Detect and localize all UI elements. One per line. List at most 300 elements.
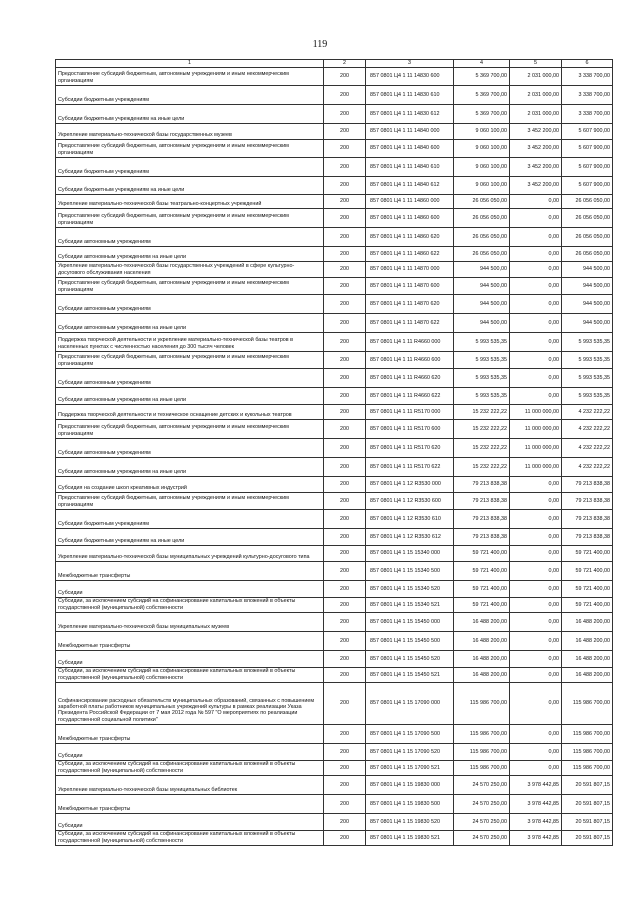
row-code: 200 <box>324 546 366 562</box>
row-amount-col5: 3 978 442,85 <box>510 776 562 795</box>
row-name: Субсидии автономным учреждениям на иные цели <box>56 247 324 262</box>
row-amount-total: 26 056 050,00 <box>454 195 510 209</box>
row-amount-col6: 16 488 200,00 <box>562 651 613 668</box>
table-row <box>56 668 613 683</box>
header-col-6: 6 <box>562 60 613 68</box>
table-row <box>56 228 613 247</box>
row-code: 200 <box>324 209 366 228</box>
row-kbk: 857 0801 Ц4 1 11 R4660 620 <box>366 369 454 388</box>
row-name: Межбюджетные трансферты <box>56 725 324 744</box>
row-code: 200 <box>324 420 366 439</box>
row-kbk: 857 0801 Ц4 1 11 14840 612 <box>366 177 454 195</box>
row-name: Предоставление субсидий бюджетным, автономным учреждениям и иным некоммерческим организациям <box>56 352 324 369</box>
table-row <box>56 140 613 158</box>
row-kbk: 857 0801 Ц4 1 11 14860 622 <box>366 247 454 262</box>
row-code: 200 <box>324 86 366 105</box>
row-amount-total: 16 488 200,00 <box>454 613 510 632</box>
row-amount-total: 79 213 838,38 <box>454 477 510 493</box>
row-code: 200 <box>324 510 366 529</box>
row-amount-col6: 5 993 535,35 <box>562 369 613 388</box>
row-amount-total: 15 232 222,22 <box>454 405 510 420</box>
row-code: 200 <box>324 831 366 846</box>
row-amount-col6: 3 338 700,00 <box>562 105 613 124</box>
row-code: 200 <box>324 105 366 124</box>
table-row <box>56 314 613 333</box>
row-amount-col6: 26 056 050,00 <box>562 228 613 247</box>
row-kbk: 857 0801 Ц4 1 11 R5170 600 <box>366 420 454 439</box>
row-name: Субсидии, за исключением субсидий на софинансирование капитальных вложений в объекты государственной (муниципальной) собственности <box>56 831 324 846</box>
row-name: Укрепление материально-технической базы муниципальных учреждений культурно-досугового типа <box>56 546 324 562</box>
row-name: Предоставление субсидий бюджетным, автономным учреждениям и иным некоммерческим организациям <box>56 278 324 295</box>
row-code: 200 <box>324 388 366 405</box>
row-amount-col5: 3 452 200,00 <box>510 124 562 140</box>
table-row <box>56 581 613 598</box>
row-kbk: 857 0801 Ц4 1 15 15340 500 <box>366 562 454 581</box>
row-kbk: 857 0801 Ц4 1 15 15340 521 <box>366 598 454 613</box>
row-amount-col6: 944 500,00 <box>562 278 613 295</box>
row-amount-col6: 79 213 838,38 <box>562 493 613 510</box>
row-kbk: 857 0801 Ц4 1 11 R4660 622 <box>366 388 454 405</box>
row-amount-col6: 16 488 200,00 <box>562 613 613 632</box>
row-code: 200 <box>324 683 366 725</box>
table-row <box>56 105 613 124</box>
row-code: 200 <box>324 458 366 477</box>
row-amount-col6: 59 721 400,00 <box>562 598 613 613</box>
table-row <box>56 124 613 140</box>
row-amount-total: 115 986 700,00 <box>454 744 510 761</box>
row-kbk: 857 0801 Ц4 1 11 14860 620 <box>366 228 454 247</box>
row-amount-total: 944 500,00 <box>454 278 510 295</box>
row-amount-col5: 0,00 <box>510 278 562 295</box>
row-name: Субсидии автономным учреждениям <box>56 228 324 247</box>
row-amount-col5: 2 031 000,00 <box>510 86 562 105</box>
table-row <box>56 761 613 776</box>
row-name: Предоставление субсидий бюджетным, автономным учреждениям и иным некоммерческим организациям <box>56 420 324 439</box>
table-row <box>56 546 613 562</box>
table-row <box>56 420 613 439</box>
table-row <box>56 651 613 668</box>
row-amount-col6: 26 056 050,00 <box>562 195 613 209</box>
row-code: 200 <box>324 295 366 314</box>
table-row <box>56 744 613 761</box>
row-code: 200 <box>324 278 366 295</box>
row-amount-col5: 0,00 <box>510 725 562 744</box>
row-amount-col6: 20 591 807,15 <box>562 814 613 831</box>
table-row <box>56 562 613 581</box>
row-amount-col5: 0,00 <box>510 668 562 683</box>
row-amount-col5: 11 000 000,00 <box>510 405 562 420</box>
row-kbk: 857 0801 Ц4 1 15 15450 500 <box>366 632 454 651</box>
table-row <box>56 477 613 493</box>
row-name: Субсидии, за исключением субсидий на софинансирование капитальных вложений в объекты государственной (муниципальной) собственности <box>56 668 324 683</box>
row-code: 200 <box>324 651 366 668</box>
table-row <box>56 510 613 529</box>
row-code: 200 <box>324 795 366 814</box>
row-name: Межбюджетные трансферты <box>56 562 324 581</box>
table-row <box>56 369 613 388</box>
row-amount-total: 79 213 838,38 <box>454 493 510 510</box>
row-amount-col5: 0,00 <box>510 388 562 405</box>
table-row <box>56 439 613 458</box>
row-amount-col5: 0,00 <box>510 613 562 632</box>
table-row <box>56 295 613 314</box>
row-amount-col5: 0,00 <box>510 510 562 529</box>
row-code: 200 <box>324 598 366 613</box>
row-name: Субсидии бюджетным учреждениям <box>56 510 324 529</box>
row-amount-total: 24 570 250,00 <box>454 831 510 846</box>
row-amount-total: 5 369 700,00 <box>454 86 510 105</box>
row-amount-col5: 3 978 442,85 <box>510 795 562 814</box>
table-row <box>56 632 613 651</box>
table-row <box>56 683 613 725</box>
row-amount-col6: 4 232 222,22 <box>562 420 613 439</box>
row-code: 200 <box>324 613 366 632</box>
row-amount-col5: 0,00 <box>510 352 562 369</box>
row-amount-col6: 59 721 400,00 <box>562 581 613 598</box>
row-code: 200 <box>324 776 366 795</box>
table-row <box>56 247 613 262</box>
row-amount-col5: 0,00 <box>510 295 562 314</box>
header-row <box>56 60 613 68</box>
row-kbk: 857 0801 Ц4 1 15 17090 520 <box>366 744 454 761</box>
row-kbk: 857 0801 Ц4 1 15 15340 000 <box>366 546 454 562</box>
row-amount-col6: 4 232 222,22 <box>562 458 613 477</box>
row-amount-total: 944 500,00 <box>454 314 510 333</box>
row-amount-col5: 0,00 <box>510 209 562 228</box>
table-row <box>56 613 613 632</box>
row-code: 200 <box>324 814 366 831</box>
row-name: Субсидии бюджетным учреждениям на иные цели <box>56 177 324 195</box>
row-amount-col6: 944 500,00 <box>562 314 613 333</box>
row-amount-col5: 0,00 <box>510 651 562 668</box>
row-amount-col5: 0,00 <box>510 683 562 725</box>
header-col-5: 5 <box>510 60 562 68</box>
row-amount-col5: 0,00 <box>510 632 562 651</box>
row-amount-total: 9 060 100,00 <box>454 140 510 158</box>
row-amount-col6: 5 993 535,35 <box>562 352 613 369</box>
row-name: Субсидии, за исключением субсидий на софинансирование капитальных вложений в объекты государственной (муниципальной) собственности <box>56 761 324 776</box>
row-name: Субсидии бюджетным учреждениям на иные цели <box>56 105 324 124</box>
row-code: 200 <box>324 439 366 458</box>
row-name: Предоставление субсидий бюджетным, автономным учреждениям и иным некоммерческим организациям <box>56 209 324 228</box>
row-code: 200 <box>324 262 366 278</box>
row-amount-col6: 5 607 900,00 <box>562 124 613 140</box>
row-amount-col6: 79 213 838,38 <box>562 477 613 493</box>
table-row <box>56 177 613 195</box>
header-col-4: 4 <box>454 60 510 68</box>
row-amount-col6: 115 986 700,00 <box>562 725 613 744</box>
row-amount-col6: 79 213 838,38 <box>562 529 613 546</box>
table-row <box>56 795 613 814</box>
row-kbk: 857 0801 Ц4 1 15 15340 520 <box>366 581 454 598</box>
row-kbk: 857 0801 Ц4 1 15 19830 500 <box>366 795 454 814</box>
row-amount-col5: 3 978 442,85 <box>510 831 562 846</box>
row-amount-col5: 0,00 <box>510 761 562 776</box>
row-amount-col5: 0,00 <box>510 598 562 613</box>
row-kbk: 857 0801 Ц4 1 11 14840 000 <box>366 124 454 140</box>
row-code: 200 <box>324 177 366 195</box>
row-amount-col6: 16 488 200,00 <box>562 668 613 683</box>
table-row <box>56 776 613 795</box>
row-amount-col5: 0,00 <box>510 744 562 761</box>
row-amount-col5: 3 452 200,00 <box>510 158 562 177</box>
row-name: Субсидии автономным учреждениям на иные цели <box>56 314 324 333</box>
row-amount-total: 5 369 700,00 <box>454 68 510 86</box>
row-amount-col6: 944 500,00 <box>562 262 613 278</box>
table-row <box>56 86 613 105</box>
row-amount-total: 9 060 100,00 <box>454 158 510 177</box>
budget-table <box>55 59 613 846</box>
row-kbk: 857 0801 Ц4 1 12 R3530 612 <box>366 529 454 546</box>
row-kbk: 857 0801 Ц4 1 11 14870 622 <box>366 314 454 333</box>
table-row <box>56 388 613 405</box>
row-name: Укрепление материально-технической базы государственных учреждений в сфере культурно-досугового обслуживания населения <box>56 262 324 278</box>
row-code: 200 <box>324 333 366 352</box>
row-amount-total: 9 060 100,00 <box>454 177 510 195</box>
row-code: 200 <box>324 228 366 247</box>
row-kbk: 857 0801 Ц4 1 11 14860 600 <box>366 209 454 228</box>
row-amount-col6: 20 591 807,15 <box>562 831 613 846</box>
row-amount-col6: 3 338 700,00 <box>562 68 613 86</box>
row-name: Укрепление материально-технической базы муниципальных музеев <box>56 613 324 632</box>
row-amount-col6: 5 993 535,35 <box>562 333 613 352</box>
row-kbk: 857 0801 Ц4 1 15 17090 521 <box>366 761 454 776</box>
table-row <box>56 831 613 846</box>
row-amount-col5: 0,00 <box>510 581 562 598</box>
row-amount-col6: 59 721 400,00 <box>562 546 613 562</box>
row-amount-total: 15 232 222,22 <box>454 439 510 458</box>
row-kbk: 857 0801 Ц4 1 15 19830 521 <box>366 831 454 846</box>
table-row <box>56 405 613 420</box>
row-code: 200 <box>324 493 366 510</box>
row-name: Субсидии автономным учреждениям <box>56 439 324 458</box>
row-amount-total: 5 993 535,35 <box>454 369 510 388</box>
row-code: 200 <box>324 725 366 744</box>
table-row <box>56 278 613 295</box>
row-amount-total: 26 056 050,00 <box>454 228 510 247</box>
row-amount-total: 24 570 250,00 <box>454 814 510 831</box>
table-row <box>56 68 613 86</box>
row-name: Субсидии автономным учреждениям <box>56 295 324 314</box>
table-row <box>56 209 613 228</box>
row-amount-total: 944 500,00 <box>454 295 510 314</box>
row-amount-total: 26 056 050,00 <box>454 209 510 228</box>
row-amount-total: 5 993 535,35 <box>454 352 510 369</box>
row-name: Субсидии бюджетным учреждениям <box>56 86 324 105</box>
row-kbk: 857 0801 Ц4 1 12 R3530 610 <box>366 510 454 529</box>
table-row <box>56 598 613 613</box>
row-code: 200 <box>324 668 366 683</box>
header-col-1: 1 <box>56 60 324 68</box>
row-kbk: 857 0801 Ц4 1 11 14870 600 <box>366 278 454 295</box>
row-amount-total: 26 056 050,00 <box>454 247 510 262</box>
row-amount-col5: 0,00 <box>510 333 562 352</box>
row-name: Субсидии, за исключением субсидий на софинансирование капитальных вложений в объекты государственной (муниципальной) собственности <box>56 598 324 613</box>
row-amount-col6: 115 986 700,00 <box>562 761 613 776</box>
row-kbk: 857 0801 Ц4 1 11 14830 600 <box>366 68 454 86</box>
row-kbk: 857 0801 Ц4 1 15 19830 520 <box>366 814 454 831</box>
row-name: Субсидии автономным учреждениям <box>56 369 324 388</box>
header-col-2: 2 <box>324 60 366 68</box>
page-number: 119 <box>312 39 328 50</box>
row-code: 200 <box>324 195 366 209</box>
row-amount-total: 16 488 200,00 <box>454 668 510 683</box>
row-kbk: 857 0801 Ц4 1 15 17090 000 <box>366 683 454 725</box>
row-amount-total: 9 060 100,00 <box>454 124 510 140</box>
row-name: Межбюджетные трансферты <box>56 632 324 651</box>
row-amount-col6: 26 056 050,00 <box>562 209 613 228</box>
row-amount-total: 16 488 200,00 <box>454 632 510 651</box>
row-amount-col5: 0,00 <box>510 262 562 278</box>
table-row <box>56 725 613 744</box>
row-code: 200 <box>324 369 366 388</box>
row-amount-total: 59 721 400,00 <box>454 581 510 598</box>
row-amount-total: 79 213 838,38 <box>454 510 510 529</box>
row-kbk: 857 0801 Ц4 1 11 R5170 622 <box>366 458 454 477</box>
row-amount-total: 59 721 400,00 <box>454 598 510 613</box>
row-amount-col5: 0,00 <box>510 228 562 247</box>
row-amount-col5: 0,00 <box>510 546 562 562</box>
row-amount-col6: 5 607 900,00 <box>562 140 613 158</box>
row-kbk: 857 0801 Ц4 1 15 15450 520 <box>366 651 454 668</box>
row-name: Предоставление субсидий бюджетным, автономным учреждениям и иным некоммерческим организациям <box>56 140 324 158</box>
row-amount-total: 5 993 535,35 <box>454 333 510 352</box>
row-amount-total: 944 500,00 <box>454 262 510 278</box>
row-code: 200 <box>324 352 366 369</box>
row-amount-col6: 20 591 807,15 <box>562 795 613 814</box>
row-name: Субсидии <box>56 651 324 668</box>
row-amount-total: 5 993 535,35 <box>454 388 510 405</box>
table-row <box>56 458 613 477</box>
row-name: Поддержка творческой деятельности и укрепление материально-технической базы театров в населенных пунктах с численностью населения до 300 тысяч человек <box>56 333 324 352</box>
row-amount-total: 16 488 200,00 <box>454 651 510 668</box>
header-col-3: 3 <box>366 60 454 68</box>
row-amount-total: 24 570 250,00 <box>454 776 510 795</box>
row-code: 200 <box>324 68 366 86</box>
row-name: Межбюджетные трансферты <box>56 795 324 814</box>
row-amount-total: 5 369 700,00 <box>454 105 510 124</box>
row-amount-total: 15 232 222,22 <box>454 420 510 439</box>
table-row <box>56 493 613 510</box>
row-code: 200 <box>324 247 366 262</box>
table-row <box>56 158 613 177</box>
row-name: Укрепление материально-технической базы театрально-концертных учреждений <box>56 195 324 209</box>
row-name: Субсидии автономным учреждениям на иные цели <box>56 458 324 477</box>
row-kbk: 857 0801 Ц4 1 12 R3530 000 <box>366 477 454 493</box>
row-kbk: 857 0801 Ц4 1 11 14840 600 <box>366 140 454 158</box>
row-code: 200 <box>324 158 366 177</box>
table-row <box>56 195 613 209</box>
row-name: Софинансирование расходных обязательств муниципальных образований, связанных с повышением заработной платы работников муниципальных учреждений культуры в рамках реализации Указа Президента Российской Федерации от 7 мая 2012 года № 597 "О мероприятиях по реализации государственной социальной политики" <box>56 683 324 725</box>
row-code: 200 <box>324 124 366 140</box>
row-amount-total: 115 986 700,00 <box>454 683 510 725</box>
row-code: 200 <box>324 314 366 333</box>
row-amount-col5: 0,00 <box>510 562 562 581</box>
row-code: 200 <box>324 529 366 546</box>
row-amount-col5: 0,00 <box>510 247 562 262</box>
row-amount-col5: 11 000 000,00 <box>510 420 562 439</box>
row-kbk: 857 0801 Ц4 1 11 14860 000 <box>366 195 454 209</box>
row-code: 200 <box>324 744 366 761</box>
row-amount-col6: 16 488 200,00 <box>562 632 613 651</box>
row-amount-total: 59 721 400,00 <box>454 562 510 581</box>
row-kbk: 857 0801 Ц4 1 11 14870 000 <box>366 262 454 278</box>
row-kbk: 857 0801 Ц4 1 11 R5170 620 <box>366 439 454 458</box>
row-amount-col5: 3 452 200,00 <box>510 140 562 158</box>
table-row <box>56 814 613 831</box>
row-amount-total: 15 232 222,22 <box>454 458 510 477</box>
row-name: Субсидия на создание школ креативных индустрий <box>56 477 324 493</box>
row-amount-col6: 4 232 222,22 <box>562 405 613 420</box>
row-amount-col6: 59 721 400,00 <box>562 562 613 581</box>
row-kbk: 857 0801 Ц4 1 11 14830 612 <box>366 105 454 124</box>
row-name: Предоставление субсидий бюджетным, автономным учреждениям и иным некоммерческим организациям <box>56 493 324 510</box>
row-amount-col6: 26 056 050,00 <box>562 247 613 262</box>
row-amount-col5: 11 000 000,00 <box>510 439 562 458</box>
row-name: Предоставление субсидий бюджетным, автономным учреждениям и иным некоммерческим организациям <box>56 68 324 86</box>
row-kbk: 857 0801 Ц4 1 15 15450 000 <box>366 613 454 632</box>
row-amount-col5: 2 031 000,00 <box>510 68 562 86</box>
row-kbk: 857 0801 Ц4 1 11 14840 610 <box>366 158 454 177</box>
row-amount-col6: 944 500,00 <box>562 295 613 314</box>
row-amount-col5: 3 978 442,85 <box>510 814 562 831</box>
row-kbk: 857 0801 Ц4 1 15 15450 521 <box>366 668 454 683</box>
row-amount-col5: 0,00 <box>510 369 562 388</box>
row-amount-col6: 5 993 535,35 <box>562 388 613 405</box>
row-code: 200 <box>324 477 366 493</box>
row-name: Субсидии автономным учреждениям на иные цели <box>56 388 324 405</box>
row-name: Субсидии <box>56 744 324 761</box>
row-name: Субсидии <box>56 814 324 831</box>
row-amount-col6: 5 607 900,00 <box>562 177 613 195</box>
row-amount-col5: 0,00 <box>510 493 562 510</box>
row-amount-total: 115 986 700,00 <box>454 761 510 776</box>
row-kbk: 857 0801 Ц4 1 12 R3530 600 <box>366 493 454 510</box>
row-kbk: 857 0801 Ц4 1 11 14870 620 <box>366 295 454 314</box>
row-code: 200 <box>324 562 366 581</box>
row-amount-col6: 79 213 838,38 <box>562 510 613 529</box>
table-row <box>56 352 613 369</box>
row-code: 200 <box>324 140 366 158</box>
row-amount-total: 79 213 838,38 <box>454 529 510 546</box>
row-name: Субсидии бюджетным учреждениям <box>56 158 324 177</box>
row-amount-total: 59 721 400,00 <box>454 546 510 562</box>
row-amount-col5: 2 031 000,00 <box>510 105 562 124</box>
row-kbk: 857 0801 Ц4 1 11 14830 610 <box>366 86 454 105</box>
row-amount-col6: 20 591 807,15 <box>562 776 613 795</box>
row-amount-col5: 3 452 200,00 <box>510 177 562 195</box>
row-amount-col5: 0,00 <box>510 529 562 546</box>
row-amount-col6: 3 338 700,00 <box>562 86 613 105</box>
row-code: 200 <box>324 632 366 651</box>
row-amount-col5: 11 000 000,00 <box>510 458 562 477</box>
row-code: 200 <box>324 581 366 598</box>
row-amount-total: 24 570 250,00 <box>454 795 510 814</box>
row-code: 200 <box>324 761 366 776</box>
row-kbk: 857 0801 Ц4 1 11 R5170 000 <box>366 405 454 420</box>
row-amount-col5: 0,00 <box>510 195 562 209</box>
row-amount-col6: 115 986 700,00 <box>562 744 613 761</box>
row-amount-col5: 0,00 <box>510 314 562 333</box>
row-amount-col6: 115 986 700,00 <box>562 683 613 725</box>
row-amount-col6: 5 607 900,00 <box>562 158 613 177</box>
row-name: Укрепление материально-технической базы государственных музеев <box>56 124 324 140</box>
row-amount-col6: 4 232 222,22 <box>562 439 613 458</box>
row-amount-col5: 0,00 <box>510 477 562 493</box>
row-kbk: 857 0801 Ц4 1 11 R4660 600 <box>366 352 454 369</box>
row-name: Укрепление материально-технической базы муниципальных библиотек <box>56 776 324 795</box>
row-name: Субсидии бюджетным учреждениям на иные цели <box>56 529 324 546</box>
